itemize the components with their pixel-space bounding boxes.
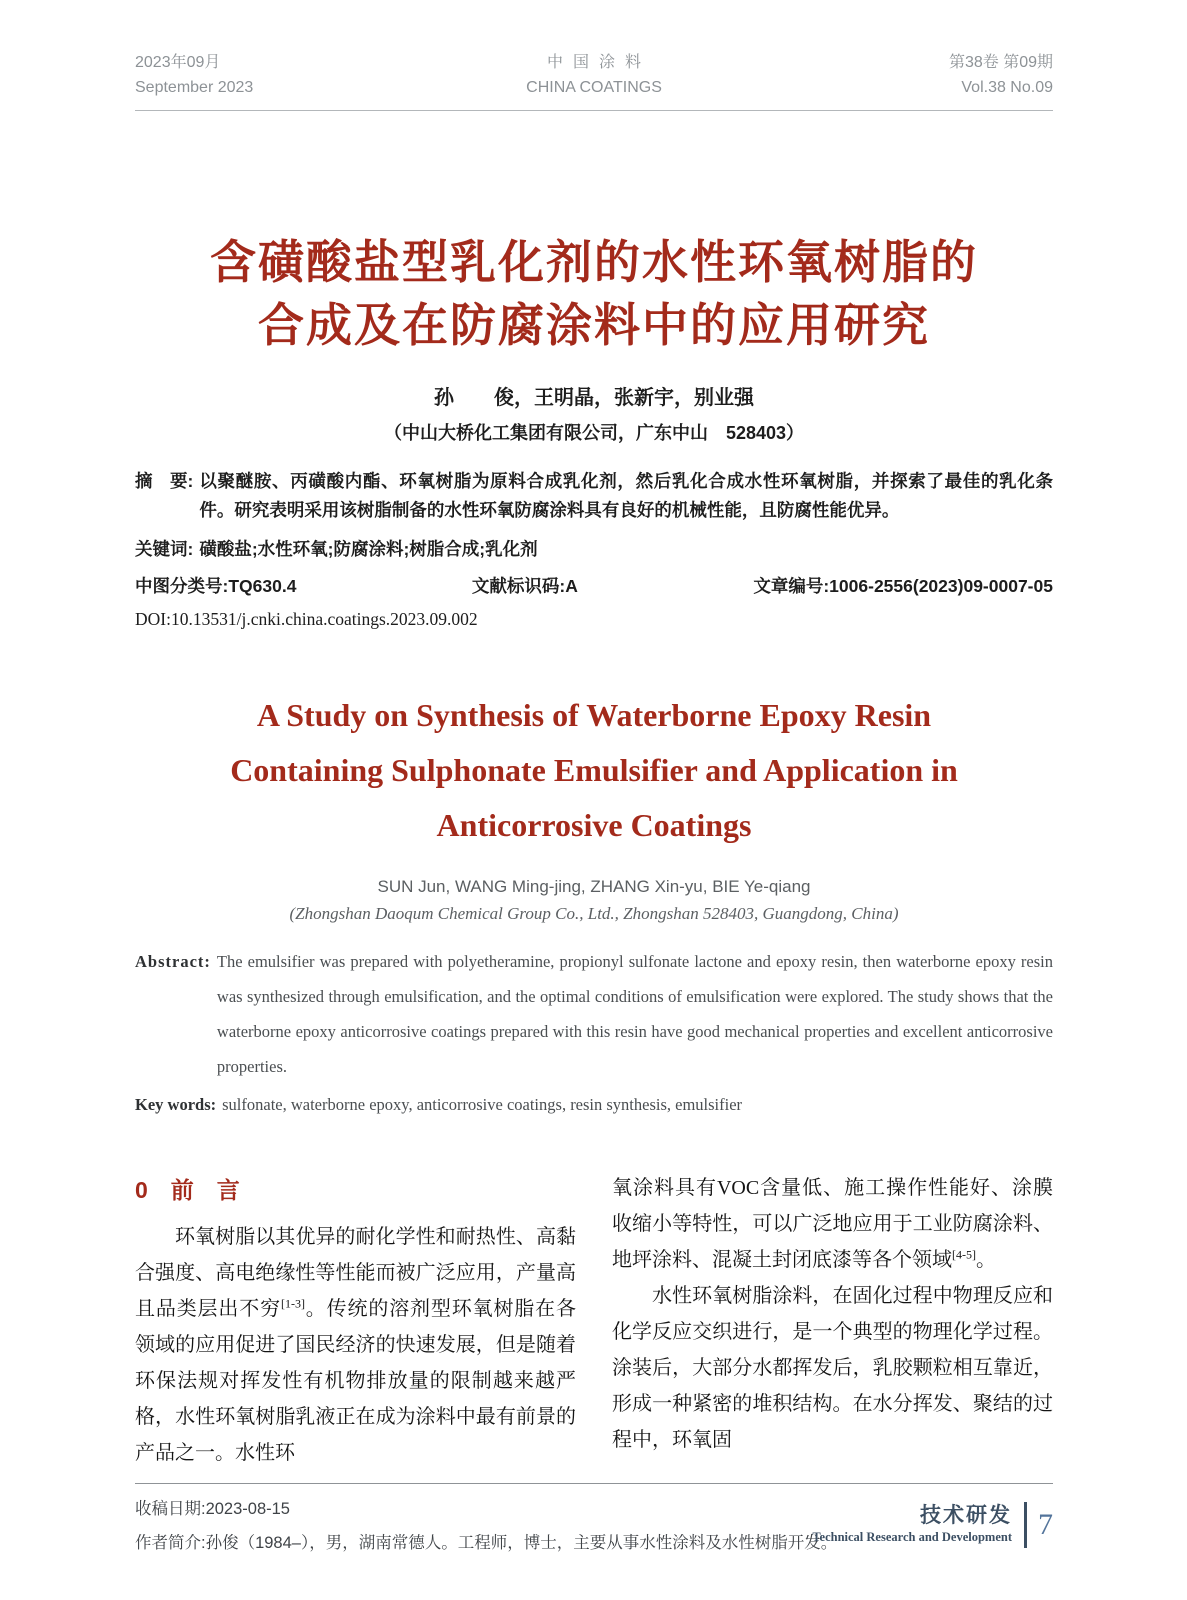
body-columns	[135, 1170, 1053, 1471]
keywords-cn-label: 关键词:	[135, 539, 194, 559]
header-date-cn: 2023年09月	[135, 54, 221, 71]
article-title-en	[135, 688, 1053, 853]
body-column-right	[612, 1170, 1053, 1471]
section-heading-0: 0 前 言	[135, 1177, 240, 1203]
article-title-en-line3: Anticorrosive Coatings	[436, 807, 752, 843]
header-date-en: September 2023	[135, 79, 254, 96]
article-title-en-line2: Containing Sulphonate Emulsifier and Application in	[230, 752, 958, 788]
affiliation-cn: （中山大桥化工集团有限公司，广东中山 528403）	[383, 423, 805, 443]
article-title-cn	[135, 231, 1053, 357]
page-number: 7	[1038, 1508, 1053, 1541]
authors-en: SUN Jun, WANG Ming-jing, ZHANG Xin-yu, BIE Ye-qiang	[377, 877, 811, 896]
document-code: 文献标识码:A	[471, 576, 578, 596]
keywords-cn-text: 磺酸盐;水性环氧;防腐涂料;树脂合成;乳化剂	[199, 539, 538, 559]
header-issue	[793, 50, 1053, 100]
abstract-en	[135, 944, 1053, 1084]
body-paragraph-1-continued	[612, 1170, 1053, 1278]
body-paragraph-1	[135, 1219, 576, 1471]
footer-column-en: Technical Research and Development	[812, 1530, 1012, 1544]
abstract-en-label: Abstract:	[135, 952, 211, 971]
clc-number: 中图分类号:TQ630.4	[135, 576, 297, 596]
citation-ref-2: [4-5]	[952, 1247, 976, 1262]
footer-column-cn: 技术研发	[920, 1504, 1012, 1527]
affiliation-en: (Zhongshan Daoqum Chemical Group Co., Ltd., Zhongshan 528403, Guangdong, China)	[289, 904, 899, 923]
body-p1-text-b: 。传统的溶剂型环氧树脂在各领域的应用促进了国民经济的快速发展，但是随着环保法规对挥发性有机物排放量的限制越来越严格，水性环氧树脂乳液正在成为涂料中最有前景的产品之一。水性环	[135, 1298, 577, 1464]
header-journal	[395, 50, 793, 100]
author-bio: 作者简介:孙俊（1984–），男，湖南常德人。工程师，博士，主要从事水性涂料及水性树脂开发。	[135, 1534, 838, 1552]
footer-divider-bar	[1024, 1502, 1027, 1548]
doi: DOI:10.13531/j.cnki.china.coatings.2023.09.002	[135, 609, 478, 629]
abstract-cn-text: 以聚醚胺、丙磺酸内酯、环氧树脂为原料合成乳化剂，然后乳化合成水性环氧树脂，并探索了最佳的乳化条件。研究表明采用该树脂制备的水性环氧防腐涂料具有良好的机械性能，且防腐性能优异。	[199, 471, 1053, 520]
footnote-divider	[135, 1483, 1053, 1484]
journal-header	[135, 0, 1053, 111]
article-title-cn-line2: 合成及在防腐涂料中的应用研究	[258, 299, 930, 351]
body-p1-text-a: 环氧树脂以其优异的耐化学性和耐热性、高黏合强度、高电绝缘性等性能而被广泛应用，产量高且品类层出不穷	[135, 1226, 576, 1320]
article-id: 文章编号:1006-2556(2023)09-0007-05	[753, 576, 1053, 596]
page-footer	[812, 1502, 1053, 1548]
journal-name-en: CHINA COATINGS	[526, 79, 662, 96]
header-issue-cn: 第38卷 第09期	[948, 54, 1053, 71]
body-paragraph-2: 水性环氧树脂涂料，在固化过程中物理反应和化学反应交织进行，是一个典型的物理化学过程。涂装后，大部分水都挥发后，乳胶颗粒相互靠近，形成一种紧密的堆积结构。在水分挥发、聚结的过程中，环氧固	[612, 1285, 1053, 1451]
body-column-left	[135, 1170, 576, 1471]
abstract-cn-label: 摘 要:	[135, 471, 194, 491]
keywords-cn	[135, 535, 1053, 564]
abstract-cn	[135, 467, 1053, 525]
footer-column-labels	[812, 1504, 1012, 1546]
journal-name-cn: 中国涂料	[546, 54, 651, 71]
meta-row	[135, 573, 1053, 598]
body-p2-text-b: 。	[976, 1249, 996, 1271]
keywords-en	[135, 1090, 1053, 1120]
header-issue-en: Vol.38 No.09	[961, 79, 1053, 96]
header-date	[135, 50, 395, 100]
keywords-en-text: sulfonate, waterborne epoxy, anticorrosive coatings, resin synthesis, emulsifier	[222, 1095, 743, 1114]
body-p2-text-a: 氧涂料具有VOC含量低、施工操作性能好、涂膜收缩小等特性，可以广泛地应用于工业防腐涂料、地坪涂料、混凝土封闭底漆等各个领域	[612, 1177, 1053, 1271]
article-title-en-line1: A Study on Synthesis of Waterborne Epoxy Resin	[256, 697, 932, 733]
abstract-en-text: The emulsifier was prepared with polyetheramine, propionyl sulfonate lactone and epoxy resin, then waterborne epoxy resin was synthesized through emulsification, and the optimal conditions of emulsification were explored. The study shows that the waterborne epoxy anticorrosive coatings prepared with this resin have good mechanical properties and excellent anticorrosive properties.	[216, 952, 1053, 1076]
authors-cn: 孙 俊，王明晶，张新宇，别业强	[434, 387, 754, 409]
article-title-cn-line1: 含磺酸盐型乳化剂的水性环氧树脂的	[210, 236, 978, 288]
citation-ref-1: [1-3]	[280, 1296, 305, 1311]
keywords-en-label: Key words:	[135, 1095, 217, 1114]
received-date: 收稿日期:2023-08-15	[135, 1500, 290, 1518]
